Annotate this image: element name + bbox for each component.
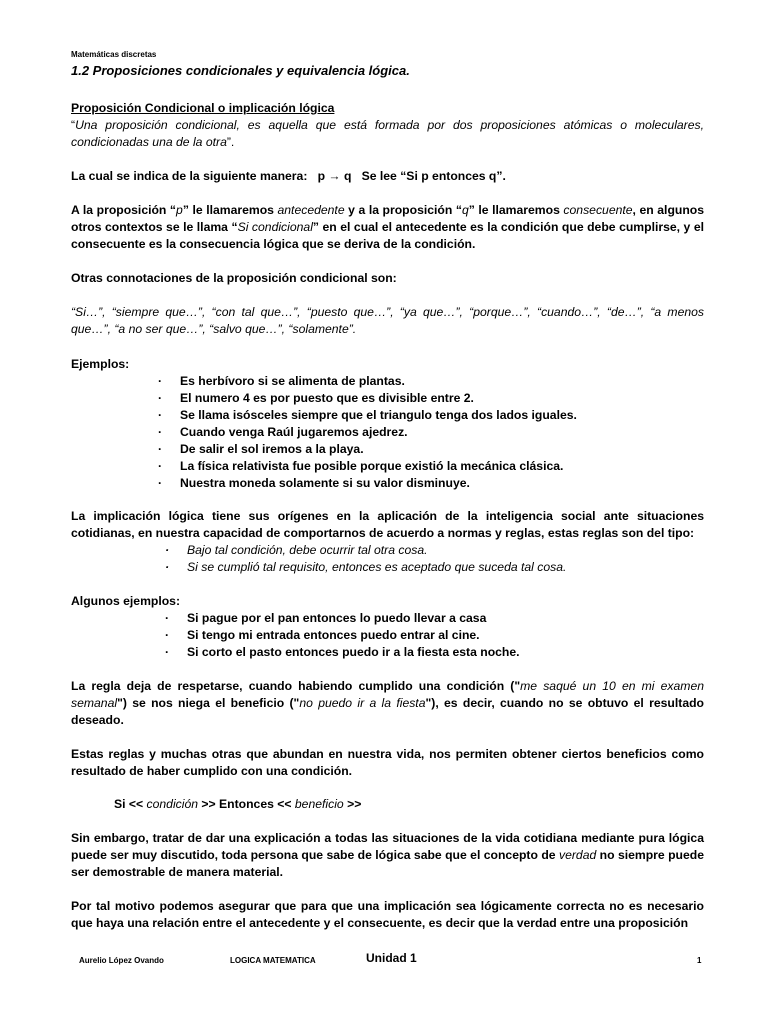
connotations-title: Otras connotaciones de la proposición condicional son: <box>71 271 397 285</box>
definition-block <box>71 100 704 151</box>
some-examples-list <box>165 610 685 661</box>
section-title: Proposición Condicional o implicación lógica <box>71 101 335 115</box>
list-item: · Nuestra moneda solamente si su valor disminuye. <box>158 475 678 492</box>
page-footer <box>71 950 704 964</box>
examples-list <box>158 373 678 492</box>
origins-paragraph: La implicación lógica tiene sus orígenes en la aplicación de la inteligencia social ante situaciones cotidianas, en nuestra capacidad de comportarnos de acuerdo a normas y reglas, estas reglas son del tipo: <box>71 509 704 540</box>
list-item: · Si tengo mi entrada entonces puedo entrar al cine. <box>165 627 685 644</box>
however-paragraph: Sin embargo, tratar de dar una explicación a todas las situaciones de la vida cotidiana mediante pura lógica puede ser muy discutido, toda persona que sabe de lógica sabe que el concepto de verdad no siempre puede ser demostrable de manera material. <box>71 831 705 879</box>
rule-paragraph: La regla deja de respetarse, cuando habiendo cumplido una condición ("me saqué un 10 en mi examen semanal") se nos niega el beneficio ("no puedo ir a la fiesta"), es decir, cuando no se obtuvo el resultado deseado. <box>71 679 705 727</box>
definition-text: “Una proposición condicional, es aquella que está formada por dos proposiciones atómicas o moleculares, condicionadas una de la otra”. <box>71 118 704 149</box>
list-item: · La física relativista fue posible porque existió la mecánica clásica. <box>158 458 678 475</box>
origins-list <box>165 542 685 576</box>
footer-author: Aurelio López Ovando <box>79 956 164 965</box>
list-item: · Si se cumplió tal requisito, entonces es aceptado que suceda tal cosa. <box>165 559 685 576</box>
footer-page-number: 1 <box>697 956 702 965</box>
some-examples-title: Algunos ejemplos: <box>71 594 181 608</box>
list-item: · Si pague por el pan entonces lo puedo llevar a casa <box>165 610 685 627</box>
antecedent-paragraph: A la proposición “p” le llamaremos antecedente y a la proposición “q” le llamaremos consecuente, en algunos otros contextos se le llama “Si condicional” en el cual el antecedente es la condición que debe cumplirse, y el consecuente es la consecuencia lógica que se deriva de la condición. <box>71 203 704 251</box>
formula-line: Si << condición >> Entonces << beneficio >> <box>114 797 362 811</box>
footer-course: LOGICA MATEMATICA <box>230 956 316 965</box>
course-header: Matemáticas discretas <box>71 50 157 59</box>
list-item: · El numero 4 es por puesto que es divisible entre 2. <box>158 390 678 407</box>
list-item: · Cuando venga Raúl jugaremos ajedrez. <box>158 424 678 441</box>
list-item: · Es herbívoro si se alimenta de plantas. <box>158 373 678 390</box>
footer-unit: Unidad 1 <box>366 951 417 965</box>
list-item: · Bajo tal condición, debe ocurrir tal otra cosa. <box>165 542 685 559</box>
formula-p-implies-q: p → q <box>317 169 352 183</box>
connotations-list: “Si…”, “siempre que…”, “con tal que…”, “puesto que…”, “ya que…”, “porque…”, “cuando…”, “de…”, “a menos que…”, “a no ser que…”, “salvo que…”, “solamente”. <box>71 305 704 336</box>
notation-line: La cual se indica de la siguiente manera: p → q Se lee “Si p entonces q”. <box>71 169 506 183</box>
list-item: · De salir el sol iremos a la playa. <box>158 441 678 458</box>
final-paragraph: Por tal motivo podemos asegurar que para que una implicación sea lógicamente correcta no es necesario que haya una relación entre el antecedente y el consecuente, es decir que la verdad entre una proposición <box>71 899 704 930</box>
list-item: · Se llama isósceles siempre que el triangulo tenga dos lados iguales. <box>158 407 678 424</box>
examples-title: Ejemplos: <box>71 357 130 371</box>
benefits-paragraph: Estas reglas y muchas otras que abundan en nuestra vida, nos permiten obtener ciertos beneficios como resultado de haber cumplido con una condición. <box>71 747 704 778</box>
section-subtitle: 1.2 Proposiciones condicionales y equivalencia lógica. <box>71 63 410 78</box>
list-item: · Si corto el pasto entonces puedo ir a la fiesta esta noche. <box>165 644 685 661</box>
